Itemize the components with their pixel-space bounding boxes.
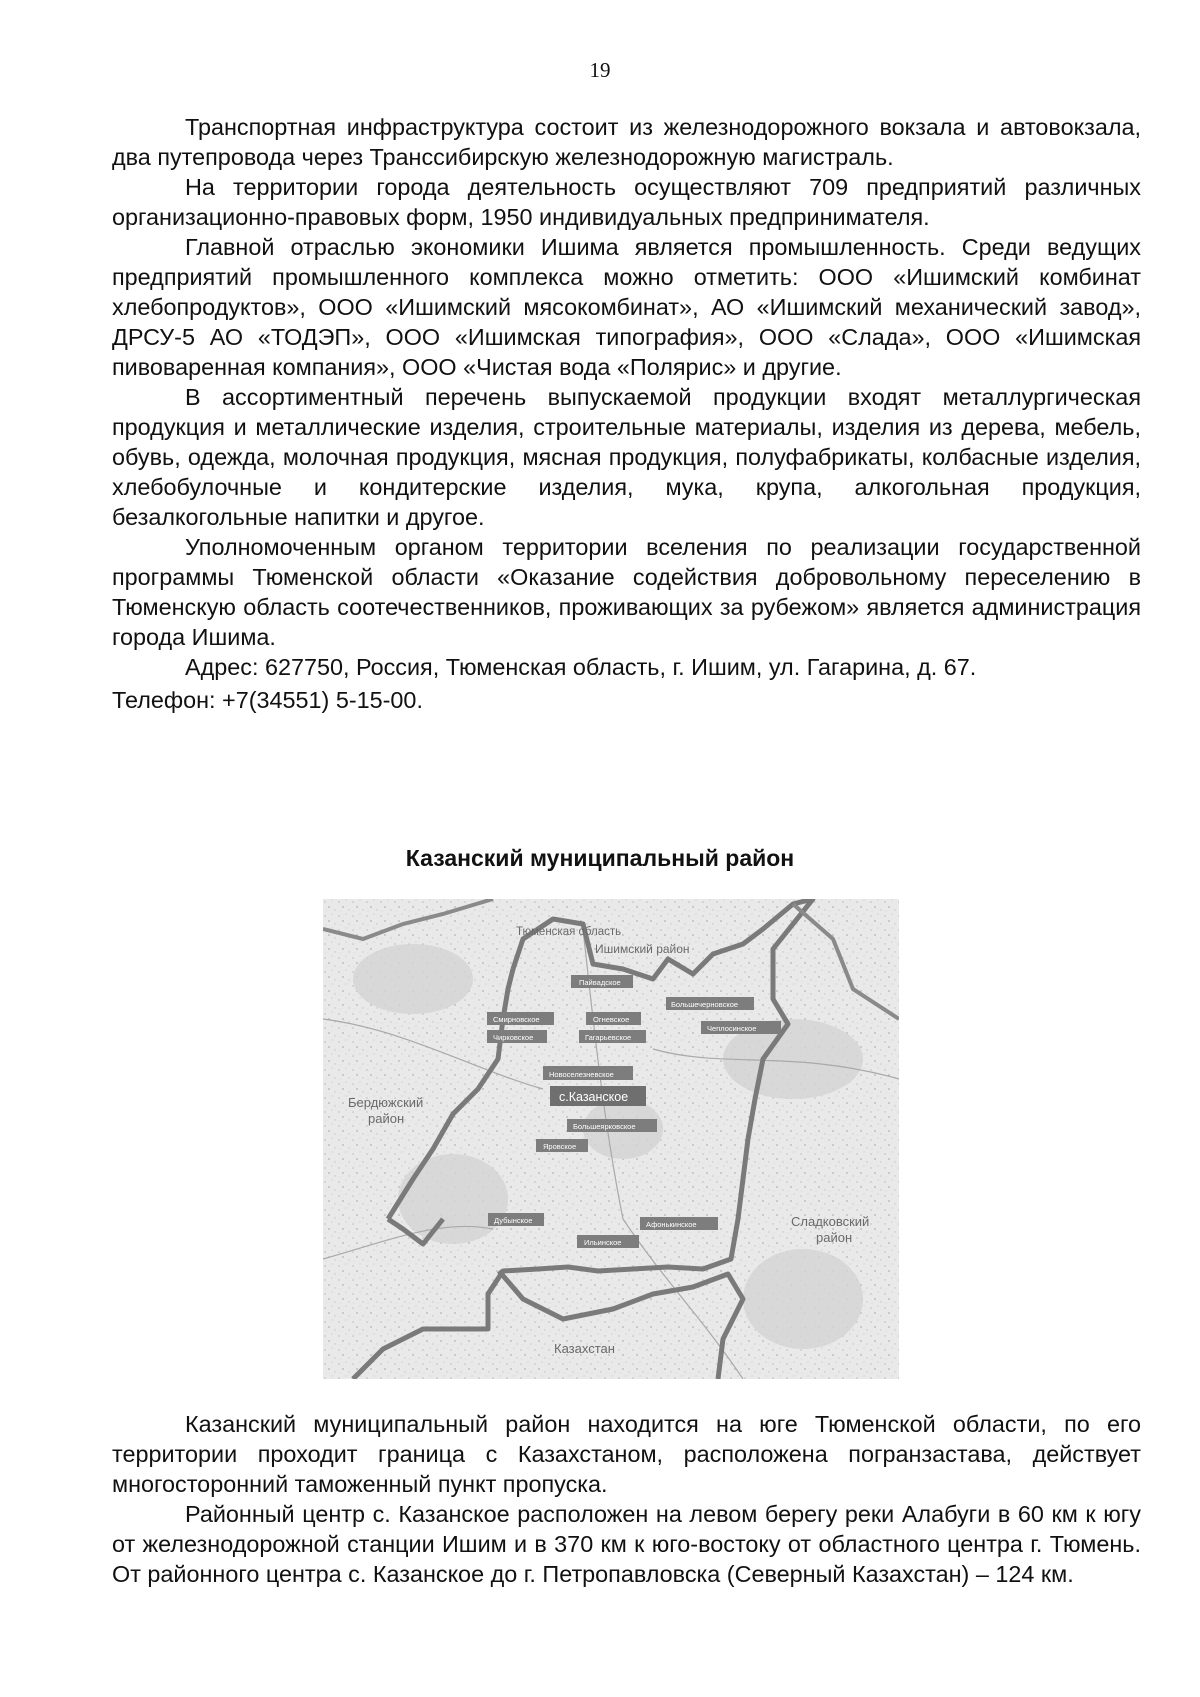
settlement-label <box>543 1066 633 1080</box>
phone-line: Телефон: +7(34551) 5-15-00. <box>112 687 423 713</box>
settlement-name: Афонькинское <box>646 1220 697 1229</box>
settlement-label <box>487 1012 554 1025</box>
settlement-name: Чирковское <box>493 1033 534 1042</box>
region-label: район <box>368 1111 405 1126</box>
paragraph: В ассортиментный перечень выпускаемой продукции входят металлургическая продукция и металлические изделия, строительные материалы, изделия из дерева, мебель, обувь, одежда, молочная продукция, мясная продукция, полуфабрикаты, колбасные изделия, хлебобулочные и кондитерские изделия, мука, крупа, алкогольная продукция, безалкогольные напитки и другое. <box>112 384 1141 530</box>
settlement-label <box>666 997 754 1010</box>
region-label: Ишимский район <box>595 942 690 956</box>
settlement-name: с.Казанское <box>559 1090 629 1104</box>
settlement-label <box>579 1030 646 1043</box>
settlement-name: Пайвадское <box>579 978 621 987</box>
region-label: Тюменская область <box>516 926 622 938</box>
text-block-kazanskiy <box>112 1409 1141 1589</box>
settlement-name: Огневское <box>593 1015 630 1024</box>
paragraph: Главной отраслью экономики Ишима является промышленность. Среди ведущих предприятий промышленного комплекса можно отметить: ООО «Ишимский комбинат хлебопродуктов», ООО «Ишимский мясокомбинат», АО «Ишимский механический завод», ДРСУ-5 АО «ТОДЭП», ООО «Ишимская типография», ООО «Слада», ООО «Ишимская пивоваренная компания», ООО «Чистая вода «Полярис» и другие. <box>112 234 1141 380</box>
paragraph: Уполномоченным органом территории вселения по реализации государственной программы Тюменской области «Оказание содействия добровольному переселению в Тюменскую область соотечественников, проживающих за рубежом» является администрация города Ишима. <box>112 534 1141 650</box>
region-label: район <box>816 1230 853 1245</box>
paragraph: На территории города деятельность осуществляют 709 предприятий различных организационно-правовых форм, 1950 индивидуальных предпринимателя. <box>112 174 1141 230</box>
settlement-label <box>567 1119 657 1132</box>
district-map <box>323 899 899 1379</box>
settlement-label <box>550 1086 646 1106</box>
settlement-label <box>571 975 633 988</box>
settlement-label <box>577 1235 639 1248</box>
settlement-name: Чеплосинское <box>707 1024 757 1033</box>
settlement-name: Новоселезневское <box>549 1070 614 1079</box>
settlement-label <box>640 1217 718 1230</box>
paragraph: Транспортная инфраструктура состоит из железнодорожного вокзала и автовокзала, два путепровода через Транссибирскую железнодорожную магистраль. <box>112 114 1141 170</box>
page-number: 19 <box>589 58 611 82</box>
settlement-label <box>586 1012 641 1025</box>
region-label: Казахстан <box>554 1341 615 1356</box>
settlement-label <box>536 1139 588 1152</box>
settlement-name: Дубынское <box>494 1216 533 1225</box>
settlement-name: Ильинское <box>584 1238 622 1247</box>
paragraph: Районный центр с. Казанское расположен на левом берегу реки Алабуги в 60 км к югу от железнодорожной станции Ишим и в 370 км к юго-востоку от областного центра г. Тюмень. От районного центра с. Казанское до г. Петропавловска (Северный Казахстан) – 124 км. <box>112 1501 1141 1587</box>
region-label: Бердюжский <box>348 1095 424 1110</box>
settlement-label <box>487 1030 547 1043</box>
settlement-label <box>488 1213 544 1226</box>
section-title: Казанский муниципальный район <box>405 845 795 871</box>
paragraph: Казанский муниципальный район находится на юге Тюменской области, по его территории проходит граница с Казахстаном, расположена погранзастава, действует многосторонний таможенный пункт пропуска. <box>112 1411 1141 1497</box>
settlement-label <box>701 1021 781 1034</box>
settlement-name: Большечерновское <box>671 1000 739 1009</box>
address-line: Адрес: 627750, Россия, Тюменская область, г. Ишим, ул. Гагарина, д. 67. <box>185 654 977 680</box>
region-label: Сладковский <box>791 1214 870 1229</box>
text-block-ishim <box>112 112 1141 715</box>
settlement-name: Гагарьевское <box>585 1033 632 1042</box>
settlement-name: Яровское <box>543 1142 577 1151</box>
settlement-name: Большеярковское <box>573 1122 636 1131</box>
settlement-name: Смирновское <box>493 1015 540 1024</box>
